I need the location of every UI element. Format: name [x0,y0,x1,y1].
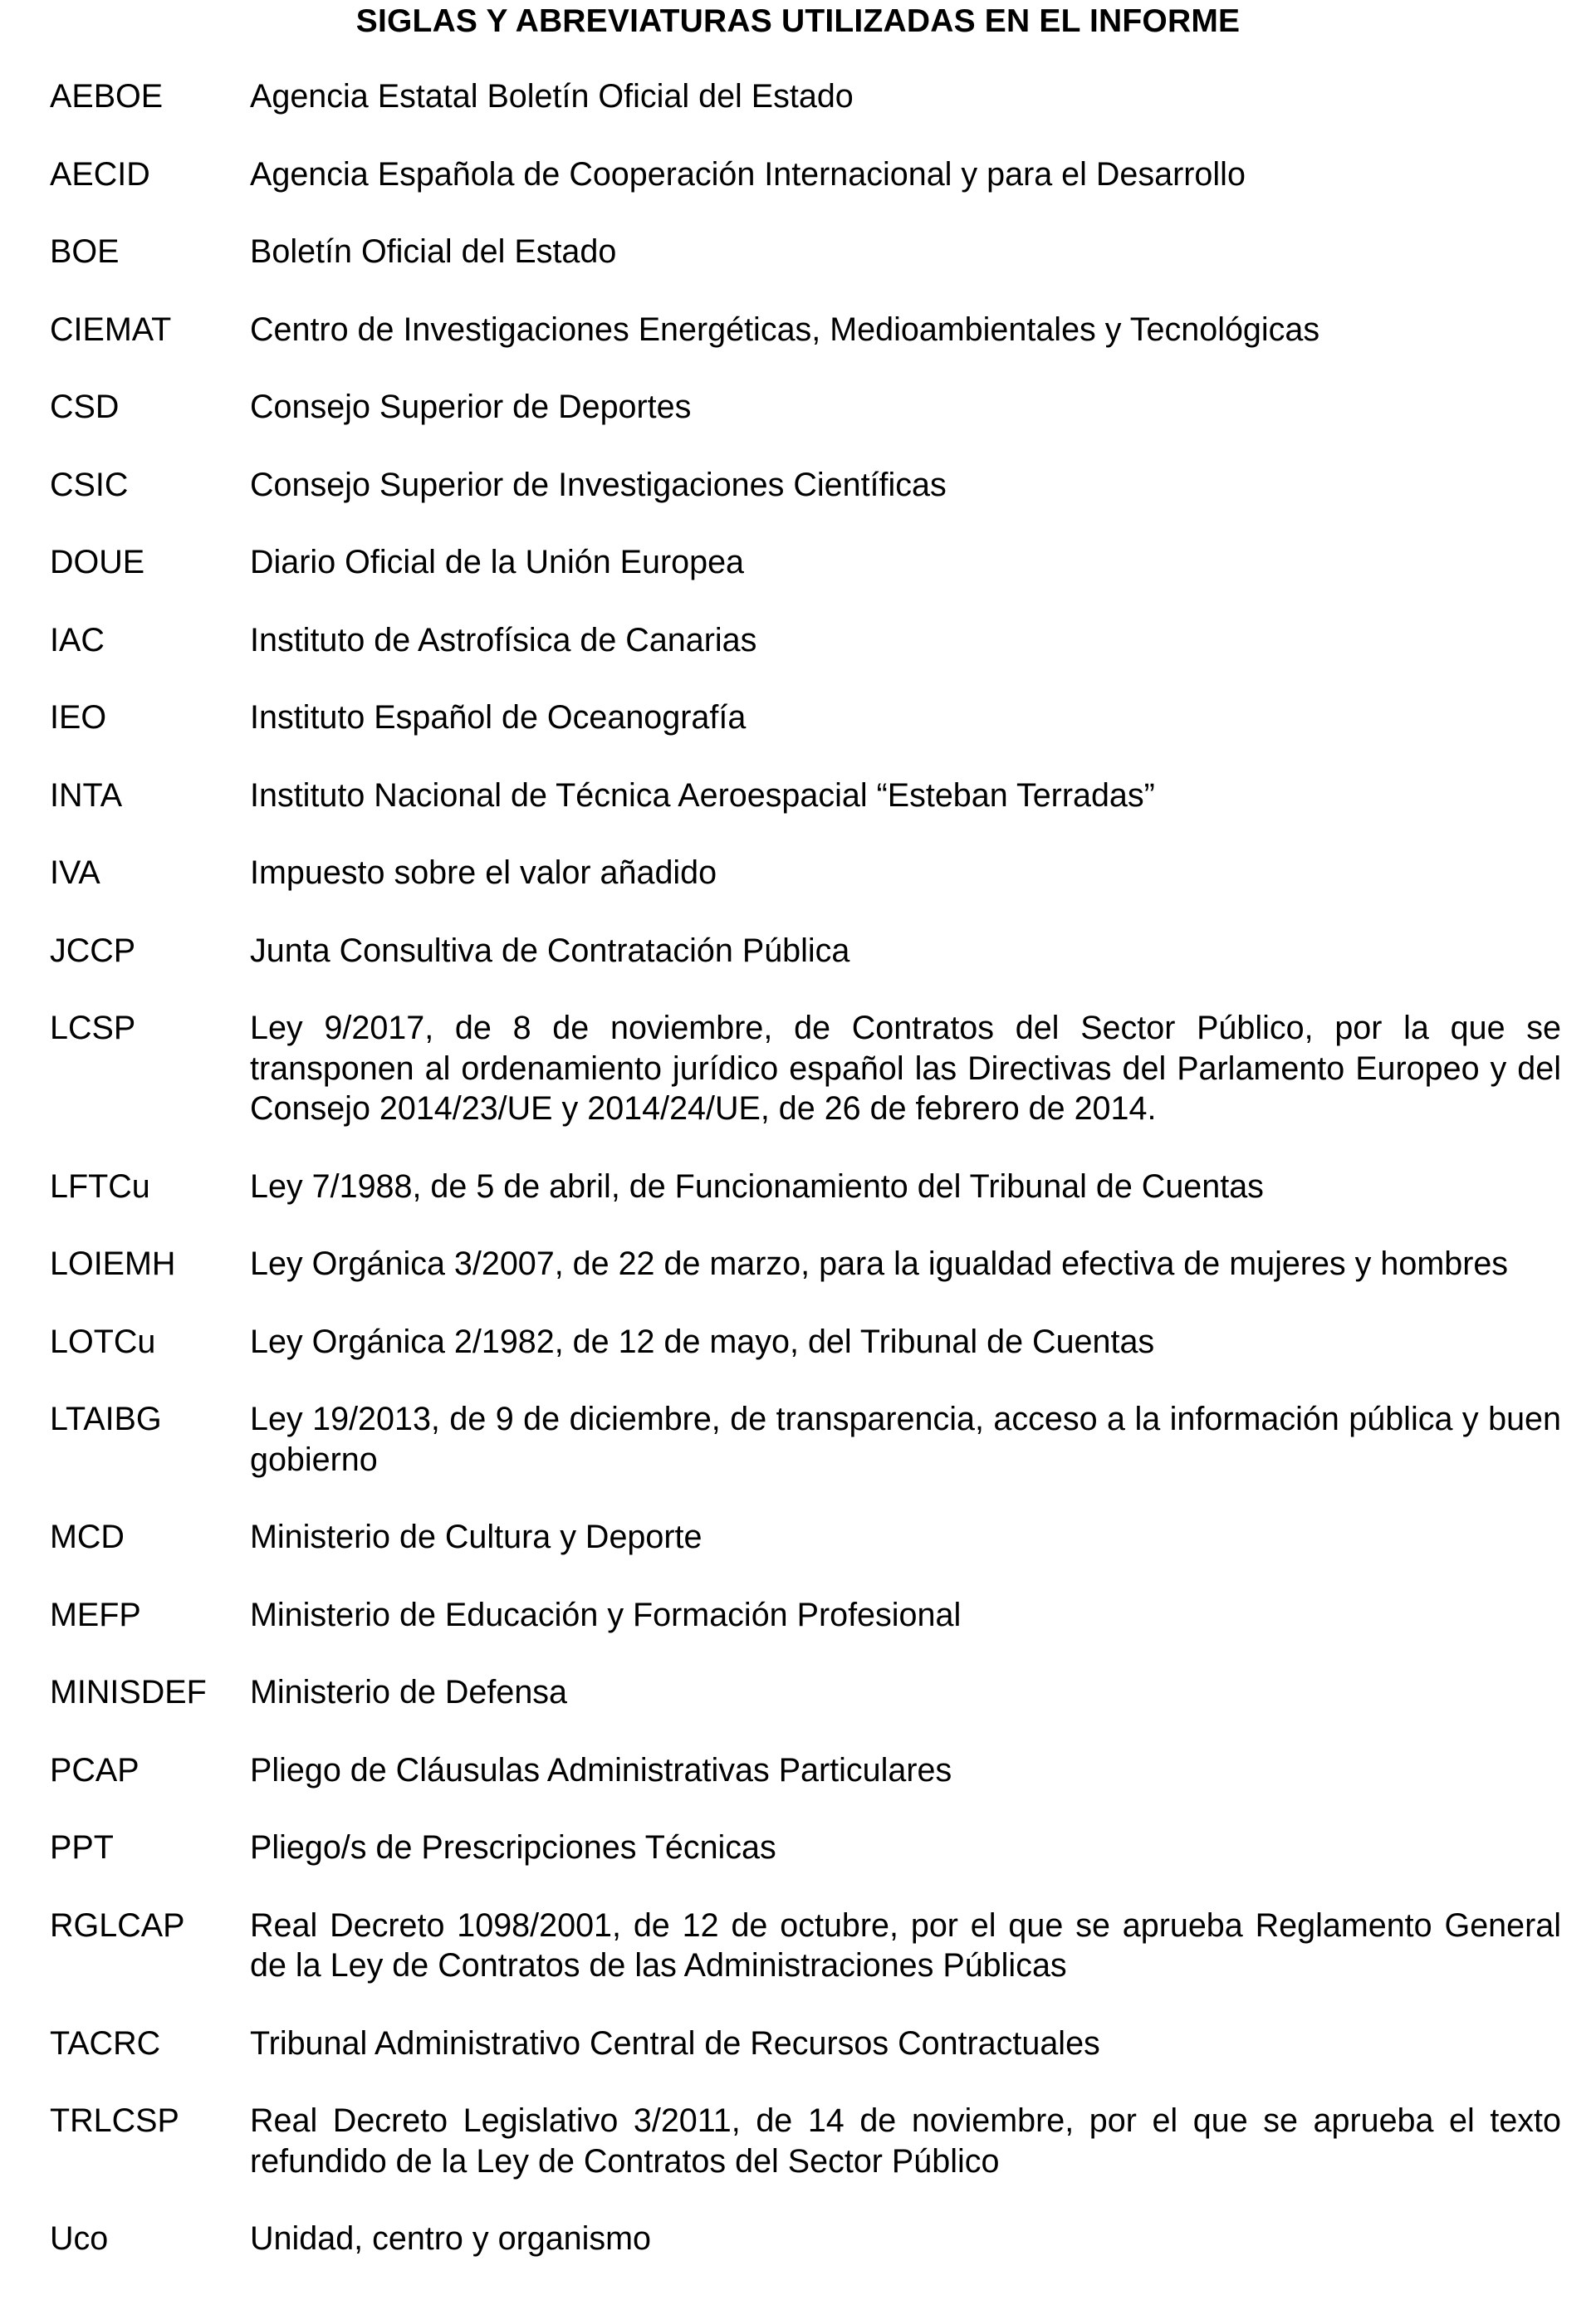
definition: Real Decreto 1098/2001, de 12 de octubre, por el que se aprueba Reglamento General de la Ley de Contratos de las Administraciones Públicas [250,1906,1561,1984]
list-item [50,1008,1561,1129]
abbreviation: DOUE [50,544,145,580]
abbreviation: MINISDEF [50,1674,207,1710]
list-item [50,1399,1561,1480]
list-item [50,310,1561,350]
list-item [50,1322,1561,1363]
definition: Ministerio de Cultura y Deporte [250,1519,703,1555]
abbreviation: LOTCu [50,1323,156,1360]
list-item [50,76,1561,117]
list-item [50,697,1561,738]
list-item [50,1517,1561,1558]
list-item [50,1167,1561,1207]
abbreviation: PCAP [50,1751,140,1789]
abbreviation: TACRC [50,2024,161,2062]
abbreviations-list [50,76,1561,2297]
abbreviation: MEFP [50,1596,141,1633]
list-item [50,1595,1561,1636]
abbreviation: IEO [50,699,107,736]
list-item [50,1672,1561,1713]
definition: Consejo Superior de Investigaciones Científicas [250,466,947,503]
abbreviation: TRLCSP [50,2102,179,2139]
abbreviation: IVA [50,854,100,891]
definition: Pliego/s de Prescripciones Técnicas [250,1829,776,1866]
list-item [50,776,1561,816]
definition: Boletín Oficial del Estado [250,233,617,270]
list-item [50,1906,1561,1986]
abbreviation: LTAIBG [50,1401,162,1437]
list-item [50,1828,1561,1868]
abbreviation: LFTCu [50,1167,150,1205]
abbreviation: CSD [50,389,120,425]
definition: Pliego de Cláusulas Administrativas Particulares [250,1751,952,1789]
page-title: SIGLAS Y ABREVIATURAS UTILIZADAS EN EL INFORME [355,3,1241,39]
abbreviation: LCSP [50,1010,136,1046]
abbreviation: IAC [50,621,105,658]
definition: Agencia Española de Cooperación Internacional y para el Desarrollo [250,155,1246,193]
definition: Instituto Nacional de Técnica Aeroespacial “Esteban Terradas” [250,776,1155,814]
abbreviation: JCCP [50,932,136,969]
abbreviation: INTA [50,776,123,814]
definition: Ley 19/2013, de 9 de diciembre, de transparencia, acceso a la información pública y buen gobierno [250,1401,1561,1478]
list-item [50,542,1561,583]
definition: Real Decreto Legislativo 3/2011, de 14 de noviembre, por el que se aprueba el texto refundido de la Ley de Contratos del Sector Público [250,2102,1561,2180]
definition: Unidad, centro y organismo [250,2220,652,2257]
abbreviation: RGLCAP [50,1906,185,1944]
abbreviation: AEBOE [50,78,164,115]
list-item [50,232,1561,272]
list-item [50,620,1561,661]
definition: Tribunal Administrativo Central de Recursos Contractuales [250,2024,1100,2062]
abbreviation: MCD [50,1519,125,1555]
list-item [50,853,1561,893]
definition: Ministerio de Educación y Formación Profesional [250,1596,962,1633]
list-item [50,931,1561,971]
abbreviation: Uco [50,2220,109,2257]
definition: Ministerio de Defensa [250,1674,568,1710]
list-item [50,154,1561,195]
list-item [50,1244,1561,1285]
list-item [50,387,1561,428]
definition: Impuesto sobre el valor añadido [250,854,717,891]
list-item [50,1750,1561,1791]
abbreviation: CIEMAT [50,311,172,348]
abbreviation: CSIC [50,466,129,503]
definition: Ley Orgánica 2/1982, de 12 de mayo, del Tribunal de Cuentas [250,1323,1155,1360]
definition: Instituto de Astrofísica de Canarias [250,621,757,658]
definition: Junta Consultiva de Contratación Pública [250,932,850,969]
definition: Ley Orgánica 3/2007, de 22 de marzo, para la igualdad efectiva de mujeres y hombres [250,1245,1509,1282]
list-item [50,2101,1561,2181]
abbreviation: LOIEMH [50,1245,176,1282]
definition: Ley 7/1988, de 5 de abril, de Funcionamiento del Tribunal de Cuentas [250,1167,1264,1205]
list-item [50,2024,1561,2064]
abbreviation: AECID [50,155,150,193]
abbreviation: BOE [50,233,120,270]
definition: Diario Oficial de la Unión Europea [250,544,745,580]
definition: Instituto Español de Oceanografía [250,699,747,736]
definition: Agencia Estatal Boletín Oficial del Estado [250,78,854,115]
list-item [50,2219,1561,2259]
abbreviation: PPT [50,1829,114,1866]
definition: Centro de Investigaciones Energéticas, Medioambientales y Tecnológicas [250,311,1320,348]
list-item [50,465,1561,506]
definition: Consejo Superior de Deportes [250,389,692,425]
definition: Ley 9/2017, de 8 de noviembre, de Contratos del Sector Público, por la que se transponen al ordenamiento jurídico español las Directivas del Parlamento Europeo y del Consejo 2014/23/UE y 2014/24/UE, de 26 de febrero de 2014. [250,1010,1561,1127]
